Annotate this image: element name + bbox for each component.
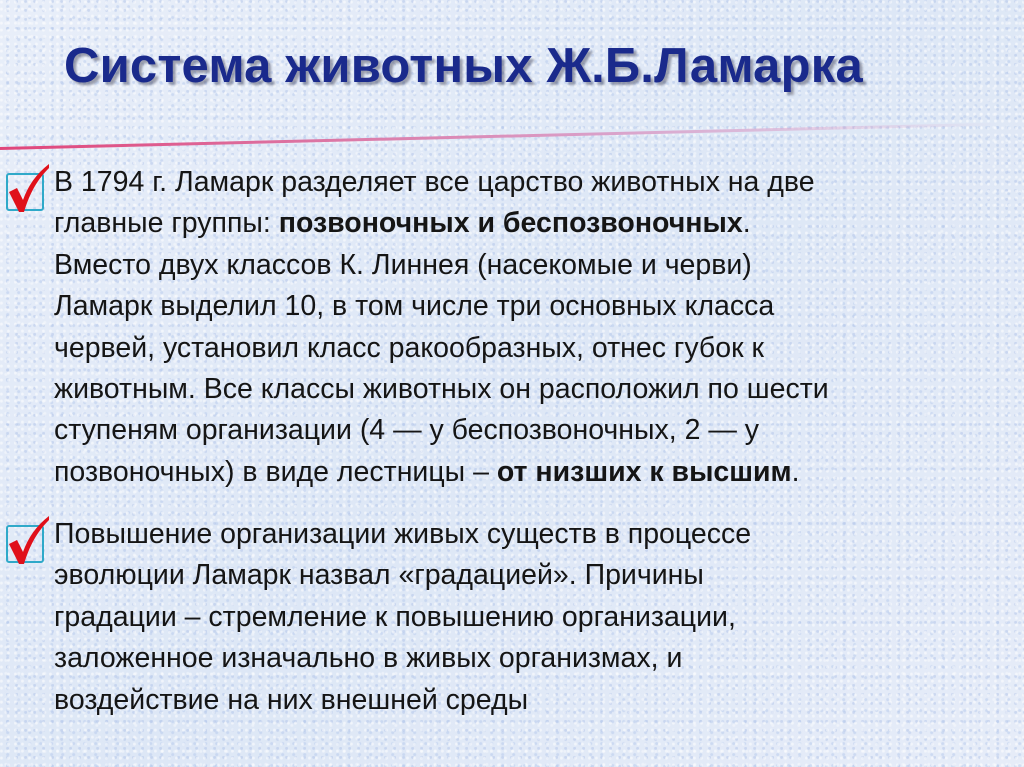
text-line: эволюции Ламарк назвал «градацией». Причины <box>54 559 704 592</box>
text-line: Ламарк выделил 10, в том числе три основных класса <box>54 290 775 323</box>
text-line: червей, установил класс ракообразных, отнес губок к <box>54 331 764 364</box>
title-divider <box>0 123 1000 150</box>
emphasis-text: позвоночных и беспозвоночных <box>278 207 743 240</box>
text-line: В 1794 г. Ламарк разделяет все царство животных на две <box>54 166 815 198</box>
bullet-text-1 <box>54 162 999 493</box>
text-line: градации – стремление к повышению организации, <box>54 600 736 633</box>
text-line: заложенное изначально в живых организмах, и <box>54 642 683 675</box>
text-line: позвоночных) в виде лестницы – от низших к высшим. <box>54 455 800 488</box>
text-line: воздействие на них внешней среды <box>54 683 529 716</box>
checkmark-icon <box>4 162 52 216</box>
slide-title: Система животных Ж.Б.Ламарка <box>64 39 863 93</box>
checkmark-icon <box>4 514 52 568</box>
text-line: ступеням организации (4 — у беспозвоночных, 2 — у <box>54 414 760 447</box>
bullet-text-2 <box>54 514 999 721</box>
text-line: животным. Все классы животных он расположил по шести <box>54 373 829 406</box>
text-line: Повышение организации живых существ в процессе <box>54 518 752 550</box>
text-line: главные группы: позвоночных и беспозвоночных. <box>54 207 751 240</box>
text-line: Вместо двух классов К. Линнея (насекомые и черви) <box>54 248 752 281</box>
emphasis-text: от низших к высшим <box>496 455 792 488</box>
